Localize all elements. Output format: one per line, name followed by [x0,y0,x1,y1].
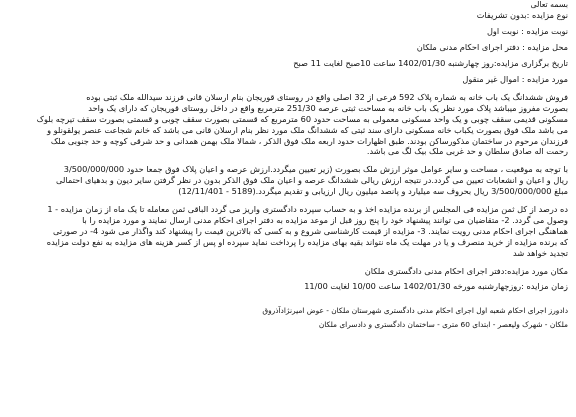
terms-line: تجدید خواهد شد [513,247,568,258]
notice-footer [8,306,568,329]
terms-line: وصول می گردد. 2- متقاضیان می توانند پیشنهاد خود را پنج روز قبل از موعد مزایده به دفتر اجرای احکام مدنی ارسال نمایند و مورد مزایده را با [82,214,568,225]
valuation-line: ریال و اعیان و انشعابات تعیین می گردد.در نتیجه ارزش ریالی ششدانگ عرصه و اعیان ملک فوق الذکر بدون در نظر گرفتن سایر دیون و بدهیای احتمالی [56,175,568,186]
auction-subject: مورد مزایده : اموال غیر منقول [462,73,568,84]
valuation-paragraph [8,164,568,197]
closing-location: مکان مورد مزایده:دفتر اجرای احکام مدنی دادگستری ملکان [364,265,568,276]
closing-time: زمان مزایده :روزچهارشنبه مورخه 1402/01/30 ساعت 10/00 لغایت 11/00 [304,281,568,292]
officer-signature: دادورز اجرای احکام شعبه اول اجرای احکام مدنی دادگستری شهرستان ملکان - عوض امیرنژادآذروق [262,306,568,316]
valuation-line: مبلغ 3/500/000/000 ریال بحروف سه میلیارد و پانصد میلیون ریال ارزیابی و تقدیم میگردد.(5189 - 12/11/401) [178,186,568,197]
court-address: ملکان - شهرک ولیعصر - ابتدای 60 متری - ساختمان دادگستری و دادسرای ملکان [318,320,568,330]
terms-line: که برنده مزایده از خرید منصرف و یا در مهلت یک ماه نتواند بقیه بهای مزایده را پرداخت نماید سپرده او پس از کسر هزینه های مزایده به نفع دولت مزایده [46,236,568,247]
description-line: بصورت مفروز میباشد پلاک مورد نظر یک باب خانه به مساحت ثبتی عرصه 251/30 مترمربع واقع در داخل روستای قوریجان که دارای یک واحد [88,102,568,113]
terms-line: هماهنگی اجرای احکام مدنی رویت نمایند. 3- مزایده از قیمت کارشناسی شروع و به کسی که بالاترین قیمت را پیشنهاد کند واگذار می شود 4- در صورتی [53,225,568,236]
description-line: مسکونی قدیمی سقف چوبی و یک واحد مسکونی معمولی به مساحت حدود 60 مترمربع که قسمتی بصورت سقف چوبی و قسمتی بصورت سقف تیرچه بلوک [36,113,568,124]
description-line: فروش ششدانگ یک باب خانه به شماره پلاک 592 فرعی از 32 اصلی واقع در روستای قوریجان بنام ارسلان قانی فرزند سیدالله ملک ثبتی بوده [86,91,568,102]
description-line: رحمت اله صادق سلطان و حد غربی ملک بیک لگ می باشد. [366,146,568,157]
basmala: بسمه تعالی [530,0,568,9]
valuation-line: با توجه به موقعیت ، مساحت و سایر عوامل موثر ارزش ملک بصورت (زیر تعیین میگردد.ارزش عرصه و اعیان پلاک فوق جمعا حدود 3/500/000/000 [63,164,568,175]
terms-line: ده درصد از کل ثمن مزایده فی المجلس از برنده مزایده اخذ و به حساب سپرده دادگستری واریز می گردد الباقی ثمن معامله تا یک ماه از زمان مزایده - 1 [47,204,568,215]
description-line: فرزندان مرحوم در ساختمان مذکورساکن بودند. طبق اظهارات حدود اربعه ملک فوق الذکر ، شمالا ملک بهمن همدانی و حد شرقی کوچه و حد جنوبی ملک [50,135,568,146]
auction-location: محل مزایده : دفتر اجرای احکام مدنی ملکان [416,42,568,53]
description-line: می باشد ملک فوق بصورت یکباب خانه مسکونی دارای سند ثبتی که ششدانگ ملک مورد نظر بنام ارسلان قانی می باشد که خانم شجاعت عنصر یولقونلو و [47,124,568,135]
auction-type: نوع مزایده :بدون تشریفات [476,10,568,21]
property-description [8,92,568,157]
terms-paragraph [8,204,568,259]
auction-round: نوبت مزایده : نوبت اول [486,26,568,37]
auction-date: تاریخ برگزاری مزایده:روز چهارشنبه 1402/01/30 ساعت 10صبح لغایت 11 صبح [293,58,568,69]
